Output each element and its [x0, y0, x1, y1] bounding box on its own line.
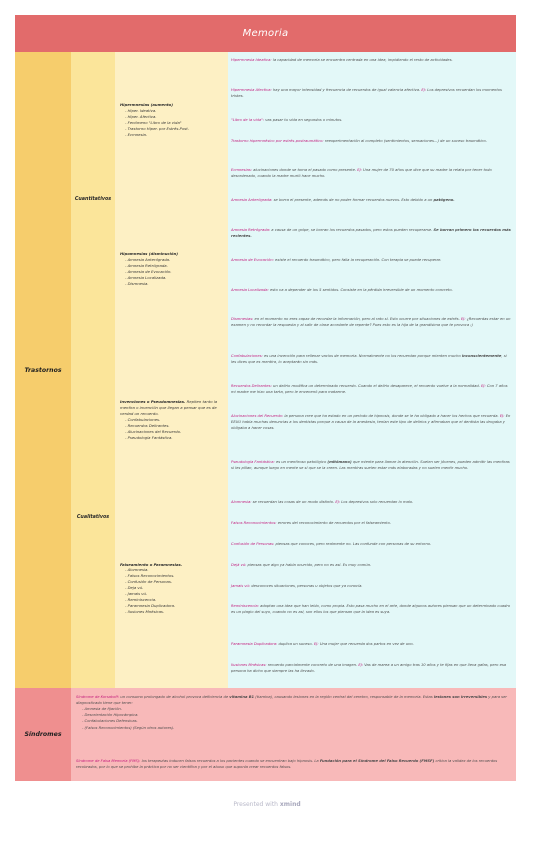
- def-ej: EJ:: [357, 168, 362, 172]
- list-item: - Alomnesia.: [125, 567, 223, 573]
- def-term: Dejá vú:: [231, 563, 247, 567]
- def-bold: Se borran primero los recuerdos más recientes.: [231, 228, 511, 238]
- list-item: - Amnesia de Evocación.: [125, 269, 223, 275]
- list-item: - Fenómeno "Libro de la vida": [125, 120, 223, 126]
- korsakoff-term: Síndrome de Korsakoff:: [76, 695, 120, 699]
- footer-prefix: Presented with: [233, 801, 278, 808]
- topic-falseamiento[interactable]: [115, 546, 228, 630]
- falseamiento-list: [120, 567, 223, 614]
- sindromes-label: Síndromes: [24, 731, 62, 738]
- list-item: - Amnesia Retrógrada.: [125, 263, 223, 269]
- def-ej: EJ:: [481, 384, 486, 388]
- def-bold: patógeno.: [433, 198, 455, 202]
- def-text: piensas que conoces, pero realmente no. Las confunde con personas de su entorno.: [275, 542, 432, 546]
- def-ej: EJ:: [421, 88, 427, 92]
- def-term: Trastorno hipermnésico por estrés-postraumático:: [231, 139, 324, 143]
- list-item: - Jamais vú.: [125, 591, 223, 597]
- def-term: Paramnesia Duplicadora:: [231, 642, 278, 646]
- def-text: vas pasar tu vida en segundos o minutos.: [265, 118, 343, 122]
- def-text: un delirio modifica un determinado recuerdo. Cuando el delirio desaparece, el recuerdo vuelve a la normalidad.: [273, 384, 480, 388]
- def-ej-text: En EEUU había muchas denuncias a los dentistas porque a causa de la anestesia, tenían este tipo de delirios y afirmaban que el dentista las drogaba y obligaba a hacer cosas.: [231, 414, 511, 430]
- def-ej: EJ:: [335, 500, 341, 504]
- cuantitativos-label: Cuantitativos: [74, 197, 112, 202]
- def-libro-vida[interactable]: [231, 118, 511, 124]
- def-reminiscencia[interactable]: [231, 604, 511, 616]
- def-trastorno-postraumatico[interactable]: [231, 139, 511, 145]
- title-text: Memoria: [242, 28, 289, 39]
- def-text: recuerdo parcialmente concreto de una imagen.: [267, 663, 358, 667]
- def-term: Falsos Reconocimientos:: [231, 521, 277, 525]
- def-hipermnesia-afectiva[interactable]: [231, 88, 511, 100]
- list-item: - Confabulaciones.: [125, 417, 223, 423]
- list-item: - Hiper. Ideativa.: [125, 108, 223, 114]
- def-recuerdos-delirantes[interactable]: [231, 384, 511, 396]
- list-item: - Amnesia Anterógrada.: [125, 257, 223, 263]
- def-text: se borra el presente, además de no poder formar recuerdos nuevos. Esto debido a un: [273, 198, 433, 202]
- def-ej: EJ:: [358, 663, 364, 667]
- hipermnesias-head: Hipermnesias (aumento): [120, 102, 173, 108]
- list-item: - Ilusiones Mnésicas.: [125, 609, 223, 615]
- hipomnesias-head: Hipomnesias (disminución): [120, 251, 179, 257]
- list-item: - Recuerdos Delirantes.: [125, 423, 223, 429]
- def-term: Amnesia Anterógrada:: [231, 198, 273, 202]
- topic-hipomnesias[interactable]: [115, 240, 228, 298]
- def-term: "Libro de la vida":: [231, 118, 265, 122]
- korsakoff-text3: y para ser diagnosticado tiene que tener:: [76, 695, 507, 706]
- topic-cuantitativos[interactable]: [71, 52, 115, 347]
- def-text: a causa de un golpe, se borran los recuerdos pasados, pero estos pueden recuperarse.: [271, 228, 433, 232]
- invenciones-intro: Repiten tanto la mentira o invención que llegan a pensar que es de verdad un recuerdo.: [120, 399, 218, 417]
- def-text: la persona cree que ha estado en un período de hipnosis, donde se le ha obligado a hacer los hechos que recuerda.: [284, 414, 499, 418]
- def-term: Alucinaciones del Recuerdo:: [231, 414, 284, 418]
- def-dismnesias[interactable]: [231, 317, 511, 329]
- def-term: Ilusiones Mnésicas:: [231, 663, 267, 667]
- def-hipermnesia-ideativa[interactable]: [231, 58, 511, 64]
- def-amnesia-retrograda[interactable]: [231, 228, 511, 240]
- def-text: la capacidad de memoria se encuentra centrada en una idea, impidiendo el resto de actividades.: [272, 58, 453, 62]
- list-item: - Deja vú.: [125, 585, 223, 591]
- def-term: Hipermnesia Ideativa:: [231, 58, 272, 62]
- def-deja-vu[interactable]: [231, 563, 511, 569]
- def-term: Confabulaciones:: [231, 354, 263, 358]
- def-term: Recuerdos Delirantes:: [231, 384, 272, 388]
- def-text: esto va a depender de los 5 sentidos. Consiste en la pérdida irreversible de un momento concreto.: [269, 288, 453, 292]
- def-text: es una invención para rellenar vacíos de memoria. Normalmente no los recuerdan porque mienten mucho: [263, 354, 461, 358]
- list-item: - Pseudología Fantástica.: [125, 435, 223, 441]
- list-item: - Hiper. Afectiva.: [125, 114, 223, 120]
- def-ej: EJ:: [313, 642, 319, 646]
- def-ej-text: Los depresivos solo recuerdan lo malo.: [341, 500, 414, 504]
- topic-invenciones[interactable]: [115, 386, 228, 454]
- def-text: adoptan una idea que han leído, como propia. Esto pasa mucho en el arte, donde algunos autores piensan que un determinado cuadro es un plagio del suyo, cuando no es así, son ellos los que piensan que la idea es suya.: [231, 604, 511, 614]
- def-text: errores del reconocimiento de recuerdos por el falseamiento.: [277, 521, 392, 525]
- def-text: hay una mayor intensidad y frecuencia de recuerdos de igual valencia afectiva.: [272, 88, 421, 92]
- fms-term: Síndrome de Falsa Memoria (FMS):: [76, 759, 141, 763]
- def-ej-text: Vas de marea a un amigo tras 10 años y te fijas en que lleva gafas, pero esa persona ha dicho que siempre las ha llevado.: [231, 663, 507, 673]
- list-item: - Trastorno Hiper. por Estrés-Post.: [125, 126, 223, 132]
- def-text: se recuerdan las cosas de un modo distinto.: [252, 500, 335, 504]
- invenciones-text: [120, 399, 223, 417]
- def-ej-text: Los depresivos recuerdan los momentos tristes.: [231, 88, 502, 98]
- def-text: desconoces situaciones, personas u objetos que ya conocía.: [251, 584, 363, 588]
- def-jamais-vu[interactable]: [231, 584, 511, 590]
- topic-trastornos[interactable]: [15, 52, 71, 688]
- list-item: - Confabulaciones Defensivas.: [82, 718, 512, 724]
- fms-text1: los terapeutas inducen falsos recuerdos a los pacientes cuando se encuentran bajo hipnosis. La: [141, 759, 319, 763]
- topic-cualitativos[interactable]: [71, 347, 115, 688]
- def-text: alucinaciones donde se toma el pasado como presente.: [253, 168, 357, 172]
- def-paramnesia-duplicadora[interactable]: [231, 642, 511, 648]
- def-term: Amnesia Localizada:: [231, 288, 269, 292]
- list-item: - Falsos Reconocimientos.: [125, 573, 223, 579]
- fms-bold1: Fundación para el Síndrome del Falso Recuerdo (FMSF): [319, 759, 435, 763]
- def-bold: inconscientemente: [461, 354, 502, 358]
- list-item: - Confusión de Personas.: [125, 579, 223, 585]
- def-amnesia-anterograda[interactable]: [231, 198, 511, 204]
- falseamiento-head: Falseamiento o Paramnesias.: [120, 561, 183, 567]
- def-text: reexperimentación al completo (sentimientos, sensaciones...) de un suceso traumático.: [324, 139, 487, 143]
- xmind-logo: xmind: [279, 801, 301, 808]
- def-text2: , si les dices que es mentira, lo aceptarán sin más.: [231, 354, 507, 364]
- def-ej: EJ:: [499, 414, 505, 418]
- list-item: - Desorientación Hipocámpica.: [82, 712, 512, 718]
- invenciones-head: Invenciones o Pseudomnesias.: [120, 399, 186, 405]
- def-term: Dismnesias:: [231, 317, 254, 321]
- def-ej-text: ¿Recuerdas estar en un examen y no recordar la respuesta y al salir de clase acordarte de repente? Pues esto es la hija de la grandísima que te provoca ;): [231, 317, 511, 327]
- footer-credit[interactable]: [0, 801, 534, 808]
- korsakoff-bold1: vitamina B1: [229, 695, 255, 699]
- def-alucinaciones-recuerdo[interactable]: [231, 414, 511, 432]
- korsakoff-text1: un consumo prolongado de alcohol provoca deficiencia de: [120, 695, 229, 699]
- list-item: - (Falsos Reconocimientos) (Según otros autores).: [82, 725, 512, 731]
- list-item: - Ecmnesia.: [125, 132, 223, 138]
- def-term: Pseudología Fantástica:: [231, 460, 275, 464]
- def-text2: que miente para llamar la atención. Suelen ser jóvenes, pueden admitir las mentiras si les pillan, aunque luego en mente se sí que se la creen. Las mentiras suelen estar más elaboradas y no suelen mentir mucho.: [231, 460, 510, 470]
- korsakoff-text2: (tiamina), causando lesiones en la región central del cerebro, responsable de la memoria. Estas: [255, 695, 433, 699]
- def-alomnesia[interactable]: [231, 500, 511, 506]
- list-item: - Amnesia de fijación.: [82, 706, 512, 712]
- korsakoff-list: [76, 706, 512, 730]
- cualitativos-label: Cualitativos: [76, 515, 110, 520]
- def-ecmnesias[interactable]: [231, 168, 511, 180]
- def-term: Amnesia Retrógrada:: [231, 228, 271, 232]
- def-ej-text: Con 7 años mi madre me hizo una tarta, pero le envenenó para matarme.: [231, 384, 508, 394]
- def-text: en el momento no eres capaz de recordar la información, pero al rato sí. Esto ocurre por situaciones de estrés.: [254, 317, 460, 321]
- def-term: Alomnesia:: [231, 500, 252, 504]
- def-pseudologia[interactable]: [231, 460, 511, 472]
- definitions-bg: [228, 52, 516, 688]
- sindrome-korsakoff[interactable]: [76, 694, 512, 731]
- list-item: - Reminiscencia.: [125, 597, 223, 603]
- list-item: - Amnesia Localizada.: [125, 275, 223, 281]
- topic-sindromes[interactable]: [15, 688, 71, 781]
- def-text: existe el recuerdo traumático, pero falla la recuperación. Con terapia se puede recuperar.: [275, 258, 442, 262]
- def-term: Ecmnesias:: [231, 168, 252, 172]
- def-falsos-reconocimientos[interactable]: [231, 521, 511, 527]
- def-term: Hipermnesia Afectiva:: [231, 88, 272, 92]
- def-bold: (mitómano): [327, 460, 352, 464]
- hipomnesias-list: [120, 257, 223, 286]
- def-ej: EJ:: [460, 317, 466, 321]
- map-title[interactable]: [15, 15, 516, 52]
- hipermnesias-list: [120, 108, 223, 137]
- def-term: Jamais vú:: [231, 584, 251, 588]
- def-confabulaciones[interactable]: [231, 354, 511, 366]
- def-text: piensas que algo ya había ocurrido, pero no es así. Es muy común.: [247, 563, 372, 567]
- def-term: Reminiscencia:: [231, 604, 259, 608]
- korsakoff-text: [76, 694, 512, 706]
- def-text: duplica un suceso.: [278, 642, 313, 646]
- def-text: es un mentiroso patológico: [275, 460, 327, 464]
- fms-text2: critica la validez de los recuerdos recobrados, por lo que se prohíbe la práctica por no ser científica y por el abuso que suponía crear recuerdos falsos.: [76, 759, 498, 770]
- topic-hipermnesias[interactable]: [115, 90, 228, 150]
- def-term: Confusión de Personas:: [231, 542, 275, 546]
- trastornos-label: Trastornos: [24, 366, 62, 374]
- def-term: Amnesia de Evocación:: [231, 258, 274, 262]
- def-confusion-personas[interactable]: [231, 542, 511, 548]
- def-ilusiones-mnesicas[interactable]: [231, 663, 511, 675]
- sindrome-falsa-memoria[interactable]: [76, 758, 512, 770]
- invenciones-list: [120, 417, 223, 441]
- def-ej-text: Una mujer que recuerda dos partos en vez de uno.: [319, 642, 414, 646]
- list-item: - Dismnesia.: [125, 281, 223, 287]
- def-amnesia-localizada[interactable]: [231, 288, 511, 294]
- list-item: - Alucinaciones del Recuerdo.: [125, 429, 223, 435]
- def-ej-text: Una mujer de 70 años que dice que su madre la relata por tener todo desordenado, cuando la madre murió hace mucho.: [231, 168, 492, 178]
- korsakoff-bold2: lesiones son irreversibles: [433, 695, 488, 699]
- list-item: - Paramnesia Duplicadora.: [125, 603, 223, 609]
- def-amnesia-evocacion[interactable]: [231, 258, 511, 264]
